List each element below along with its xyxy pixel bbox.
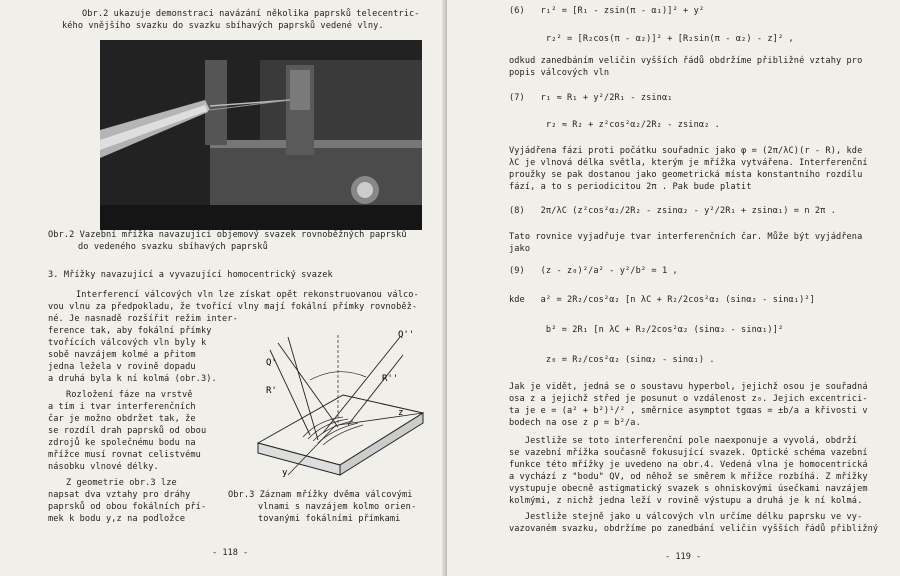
para-line-9: Rozložení fáze na vrstvě [66, 390, 193, 400]
eq8: (8) 2π/λC (z²cos²α₂/2R₂ - zsinα₂ - y²/2R₁ + zsinα₁) = n 2π . [509, 206, 836, 216]
left-top-line-1: Obr.2 ukazuje demonstraci navázání několika paprsků telecentric- [82, 9, 420, 19]
para-line-2: vou vlnu za předpokladu, že tvořící vlny mají fokální přímky rovnoběž- [48, 302, 418, 312]
label-z: z [398, 408, 404, 418]
caption-3-line-1: Obr.3 Záznam mřížky dvěma válcovými [228, 490, 413, 500]
caption-2-line-1: Obr.2 Vazební mřížka navazující objemový svazek rovnoběžných paprsků [48, 230, 407, 240]
para-line-10: a tím i tvar interferenčních [48, 402, 196, 412]
eq-b: b² = 2R₁ [n λC + R₂/2cos²α₂ (sinα₂ - sinα₁)]² [509, 325, 784, 335]
final-line-7: funkce této mřížky je uvedeno na obr.4. Vedená vlna je homocentrická [509, 460, 868, 470]
para-line-14: mřížce musí rovnat celistvému [48, 450, 201, 460]
right-text-line-1: odkud zanedbáním veličin vyšších řádů obdržíme přibližné vztahy pro [509, 56, 863, 66]
final-line-6: se vazební mřížka současně fokusující svazek. Optické schéma vazební [509, 448, 868, 458]
final-line-10: kolmými, z nichž jedna leží v rovině výstupu a druhá je k ní kolmá. [509, 496, 863, 506]
eq-intro-line-2: jako [509, 244, 531, 254]
phase-line-3: proužky se pak dostanou jako geometrická místa konstantního rozdílu [509, 170, 863, 180]
figure-3-diagram [248, 325, 428, 480]
phase-line-4: fází, a to s periodicitou 2π . Pak bude platit [509, 182, 752, 192]
right-page [447, 0, 900, 576]
phase-line-1: Vyjádřena fázi proti počátku souřadnic jako φ = (2π/λC)(r - R), kde [509, 146, 863, 156]
final-line-9: vystupuje obecně astigmatický svazek s ohniskovými úsečkami navzájem [509, 484, 868, 494]
final-line-5: Jestliže se toto interferenční pole naexponuje a vyvolá, obdrží [509, 436, 858, 446]
eq-intro-line-1: Tato rovnice vyjadřuje tvar interferenčních čar. Může být vyjádřena [509, 232, 863, 242]
eq6-line-1: (6) r₁² = [R₁ - zsin(π - α₁)]² + y² [509, 6, 705, 16]
para-line-17: napsat dva vztahy pro dráhy [48, 490, 191, 500]
para-line-5: tvořících válcových vln byly k [48, 338, 207, 348]
para-line-6: sobě navzájem kolmé a přitom [48, 350, 196, 360]
label-y: y [282, 468, 288, 478]
final-line-1: Jak je vidět, jedná se o soustavu hyperbol, jejichž osou je souřadná [509, 382, 868, 392]
para-line-4: ference tak, aby fokální přímky [48, 326, 212, 336]
left-page [0, 0, 447, 576]
phase-line-2: λC je vlnová délka světla, kterým je mřížka vytvářena. Interferenční [509, 158, 868, 168]
eq7-line-1: (7) r₁ ≈ R₁ + y²/2R₁ - zsinα₁ [509, 93, 673, 103]
section-title: 3. Mřížky navazující a vyvazující homocentrický svazek [48, 270, 333, 280]
page-number-right: - 119 - [665, 552, 702, 562]
label-r-prime: R' [266, 386, 277, 396]
para-line-15: násobku vlnové délky. [48, 462, 159, 472]
label-r-double: R'' [382, 374, 399, 384]
label-q-prime: Q' [266, 358, 277, 368]
final-line-2: osa z a jejichž střed je posunut o vzdálenost z₀. Jejich excentrici- [509, 394, 868, 404]
label-q-double: Q'' [398, 330, 415, 340]
para-line-18: paprsků od obou fokálních pří- [48, 502, 207, 512]
para-line-16: Z geometrie obr.3 lze [66, 478, 177, 488]
para-line-13: zdrojů ke společnému bodu na [48, 438, 196, 448]
eq9: (9) (z - z₀)²/a² - y²/b² = 1 , [509, 266, 678, 276]
caption-2-line-2: do vedeného svazku sbíhavých paprsků [78, 242, 268, 252]
page-number-left: - 118 - [212, 548, 249, 558]
final-line-8: a vychází z "bodu" QV, od něhož se směrem k mřížce rozbíhá. Z mřížky [509, 472, 868, 482]
left-top-line-2: kého vnějšího svazku do svazku sbíhavých paprsků vedené vlny. [62, 21, 384, 31]
para-line-11: čar je možno obdržet tak, že [48, 414, 196, 424]
eq7-line-2: r₂ ≈ R₂ + z²cos²α₂/2R₂ - zsinα₂ . [509, 120, 720, 130]
para-line-12: se rozdíl drah paprsků od obou [48, 426, 207, 436]
para-line-19: mek k bodu y,z na podložce [48, 514, 186, 524]
final-line-12: vazovaném svazku, obdržíme po zanedbání veličin vyšších řádů přibližný [509, 524, 879, 534]
final-line-3: ta je e = (a² + b²)¹/² , směrnice asymptot tgαas = ±b/a a křivosti v [509, 406, 868, 416]
para-line-1: Interferencí válcových vln lze získat opět rekonstruovanou válco- [76, 290, 419, 300]
eq-z: z₀ = R₂/cos²α₂ (sinα₂ - sinα₁) . [509, 355, 715, 365]
eq6-line-2: r₂² = [R₂cos(π - α₂)]² + [R₂sin(π - α₂) - z]² , [509, 34, 794, 44]
para-line-3: né. Je nasnadě rozšířit režim inter- [48, 314, 238, 324]
eq-a: kde a² = 2R₂/cos²α₂ [n λC + R₂/2cos²α₂ (sinα₂ - sinα₁)²] [509, 295, 815, 305]
para-line-7: jedna ležela v rovině dopadu [48, 362, 196, 372]
photo-figure-2 [100, 40, 422, 230]
final-line-4: bodech na ose z ρ = b²/a. [509, 418, 641, 428]
right-text-line-2: popis válcových vln [509, 68, 610, 78]
para-line-8: a druhá byla k ní kolmá (obr.3). [48, 374, 217, 384]
caption-3-line-2: vlnami s navzájem kolmo orien- [258, 502, 417, 512]
final-line-11: Jestliže stejně jako u válcových vln určíme délku paprsku ve vy- [509, 512, 863, 522]
caption-3-line-3: tovanými fokálními přímkami [258, 514, 401, 524]
